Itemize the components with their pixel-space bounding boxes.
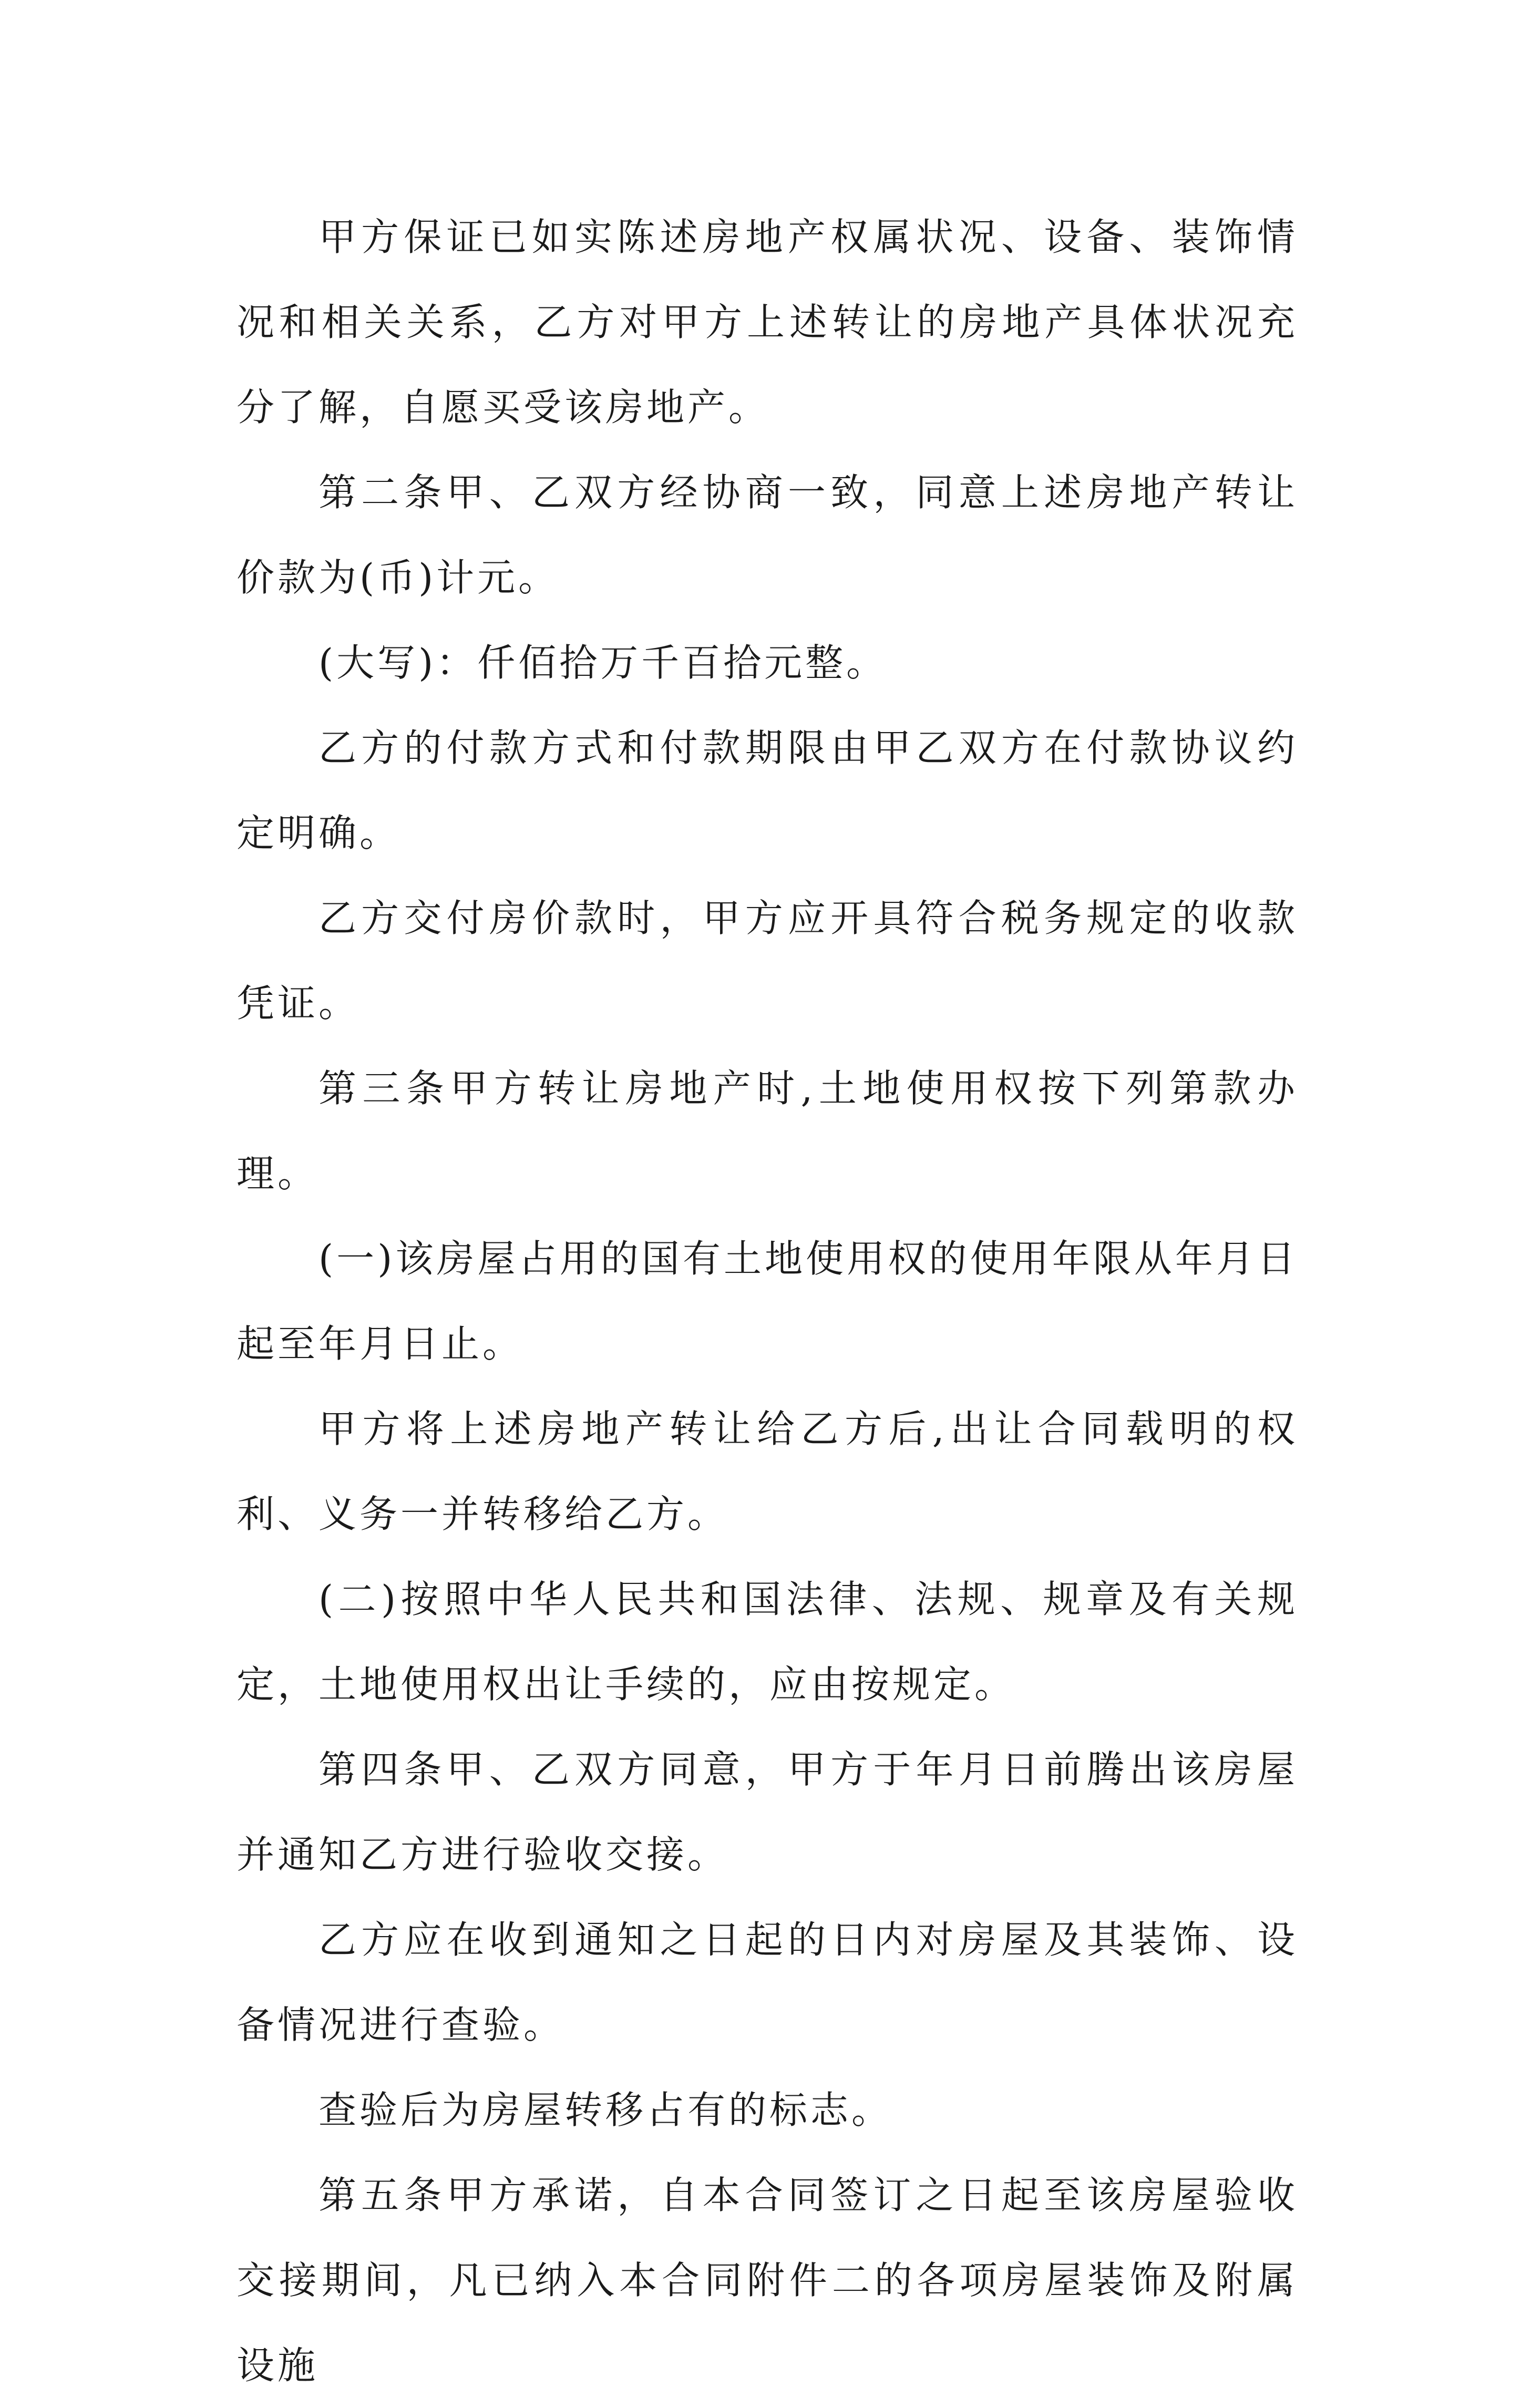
paragraph-amount-in-words: (大写)：仟佰拾万千百拾元整。 (318, 641, 888, 685)
paragraph-item-1-land-term: (一)该房屋占用的国有土地使用权的使用年限从年月日起至年月日止。 (237, 1237, 1298, 1366)
paragraph-article-5-commitment: 第五条甲方承诺，自本合同签订之日起至该房屋验收交接期间，凡已纳入本合同附件二的各项房屋装饰及附属设施 (237, 2173, 1298, 2388)
paragraph-item-2-procedures: (二)按照中华人民共和国法律、法规、规章及有关规定，土地使用权出让手续的，应由按规定。 (237, 1577, 1298, 1706)
paragraph-seller-guarantee: 甲方保证已如实陈述房地产权属状况、设备、装饰情况和相关关系，乙方对甲方上述转让的房地产具体状况充分了解，自愿买受该房地产。 (237, 215, 1298, 429)
paragraph-payment-terms: 乙方的付款方式和付款期限由甲乙双方在付款协议约定明确。 (237, 726, 1298, 855)
document-body (237, 194, 1298, 2408)
paragraph-article-4-handover: 第四条甲、乙双方同意，甲方于年月日前腾出该房屋并通知乙方进行验收交接。 (237, 1747, 1298, 1877)
paragraph-receipt: 乙方交付房价款时，甲方应开具符合税务规定的收款凭证。 (237, 896, 1298, 1025)
paragraph-article-3-land-rights: 第三条甲方转让房地产时,土地使用权按下列第款办理。 (237, 1066, 1298, 1196)
paragraph-inspection: 乙方应在收到通知之日起的日内对房屋及其装饰、设备情况进行查验。 (237, 1918, 1298, 2047)
paragraph-possession-mark: 查验后为房屋转移占有的标志。 (318, 2088, 893, 2132)
paragraph-rights-transfer: 甲方将上述房地产转让给乙方后,出让合同载明的权利、义务一并转移给乙方。 (237, 1407, 1298, 1536)
paragraph-article-2-price: 第二条甲、乙双方经协商一致，同意上述房地产转让价款为(币)计元。 (237, 470, 1298, 600)
